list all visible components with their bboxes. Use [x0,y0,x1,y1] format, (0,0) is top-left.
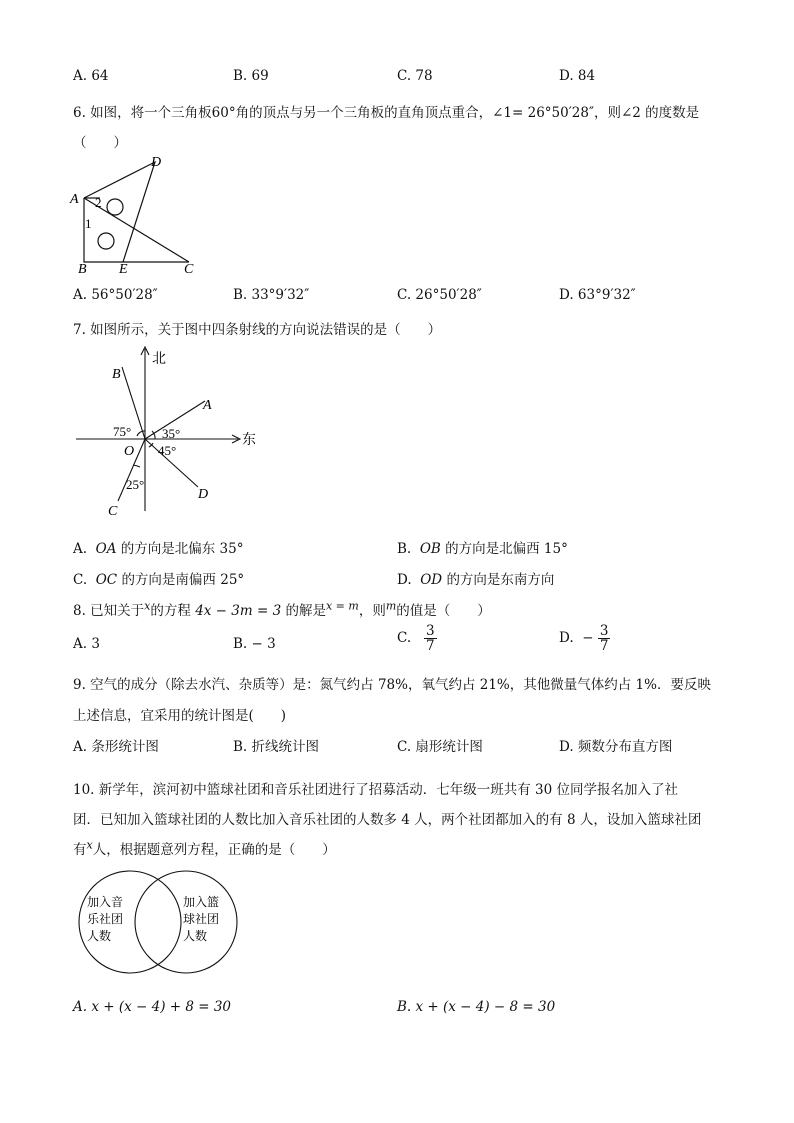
q7-text: 7. 如图所示，关于图中四条射线的方向说法错误的是（ ） [73,322,442,338]
q8-option-b: B. − 3 [233,636,276,652]
q5-option-c: C. 78 [397,68,433,84]
q9-text-line2: 上述信息，宜采用的统计图是( ) [73,708,287,724]
q9-option-c: C. 扇形统计图 [397,739,483,755]
q6-label-e: E [119,262,128,277]
q6-option-b: B. 33°9′32″ [233,287,310,303]
q6-label-b: B [78,262,87,277]
q7-option-c: C. OC 的方向是南偏西 25° [73,572,245,588]
q9-option-b: B. 折线统计图 [233,739,320,755]
q6-label-angle1: 1 [85,216,92,231]
q6-triangle-figure [66,152,206,280]
q7-label-d: D [198,487,209,502]
q5-option-b: B. 69 [233,68,269,84]
q8-option-c-fraction: $\frac{3}{7}$ [426,623,435,655]
q5-option-d: D. 84 [559,68,596,84]
q10-venn-right-line3: 人数 [183,929,208,943]
q10-venn-right-line1: 加入篮 [183,895,220,909]
q10-venn-diagram [72,868,242,978]
q8-option-d: D. − $\frac{3}{7}$ [559,623,609,655]
q8-text: 8. 已知关于$^x$的方程 4x − 3m = 3 的解是$^{x = m}$，则$^m$的值是（ ） [73,599,491,619]
q6-option-a: A. 56°50′28″ [73,287,158,303]
q10-option-b: B. x + (x − 4) − 8 = 30 [397,999,556,1015]
q7-option-a: A. OA 的方向是北偏东 35° [73,541,244,557]
q7-label-a: A [203,398,212,413]
q7-direction-figure [70,343,270,523]
q7-label-35deg: 35° [162,426,181,441]
q10-text-line3: 有$^x$人，根据题意列方程，正确的是（ ） [73,838,336,858]
q8-option-c: C. $\frac{3}{7}$ [397,623,435,655]
q6-label-d: D [151,155,162,170]
q10-venn-right-line2: 球社团 [183,912,220,926]
q7-option-d: D. OD 的方向是东南方向 [397,572,555,588]
q10-option-a: A. x + (x − 4) + 8 = 30 [73,999,232,1015]
q7-label-25deg: 25° [126,477,145,492]
q5-option-a: A. 64 [73,68,109,84]
q9-option-d: D. 频数分布直方图 [559,739,673,755]
q7-label-c: C [108,504,118,519]
q6-label-angle2: 2 [95,195,102,210]
q6-text-line2: （ ） [73,135,127,151]
q9-text-line1: 9. 空气的成分（除去水汽、杂质等）是：氮气约占 78%，氧气约占 21%，其他微量气体约占 1%．要反映 [73,677,711,693]
q6-text-line1: 6. 如图，将一个三角板60°角的顶点与另一个三角板的直角顶点重合，∠1= 26°50′28″，则∠2 的度数是 [73,105,700,121]
q7-label-75deg: 75° [113,424,132,439]
q8-option-d-fraction: $\frac{3}{7}$ [599,623,609,655]
q7-label-o: O [124,444,135,459]
q6-label-c: C [184,262,194,277]
q7-label-45deg: 45° [158,443,177,458]
q8-option-a: A. 3 [73,636,100,652]
q7-option-b: B. OB 的方向是北偏西 15° [397,541,568,557]
q10-venn-left-line3: 人数 [87,929,112,943]
q6-label-a: A [70,192,79,207]
q10-venn-left-line2: 乐社团 [87,912,124,926]
q10-text-line1: 10. 新学年，滨河初中篮球社团和音乐社团进行了招募活动．七年级一班共有 30 位同学报名加入了社 [73,782,679,798]
q10-text-line2: 团．已知加入篮球社团的人数比加入音乐社团的人数多 4 人，两个社团都加入的有 8 人，设加入篮球社团 [73,812,702,828]
q6-option-c: C. 26°50′28″ [397,287,482,303]
q9-option-a: A. 条形统计图 [73,739,159,755]
q10-venn-left-line1: 加入音 [87,895,124,909]
q7-label-b: B [112,367,121,382]
q6-option-d: D. 63°9′32″ [559,287,636,303]
q7-label-east: 东 [242,433,256,448]
q7-label-north: 北 [152,352,166,367]
